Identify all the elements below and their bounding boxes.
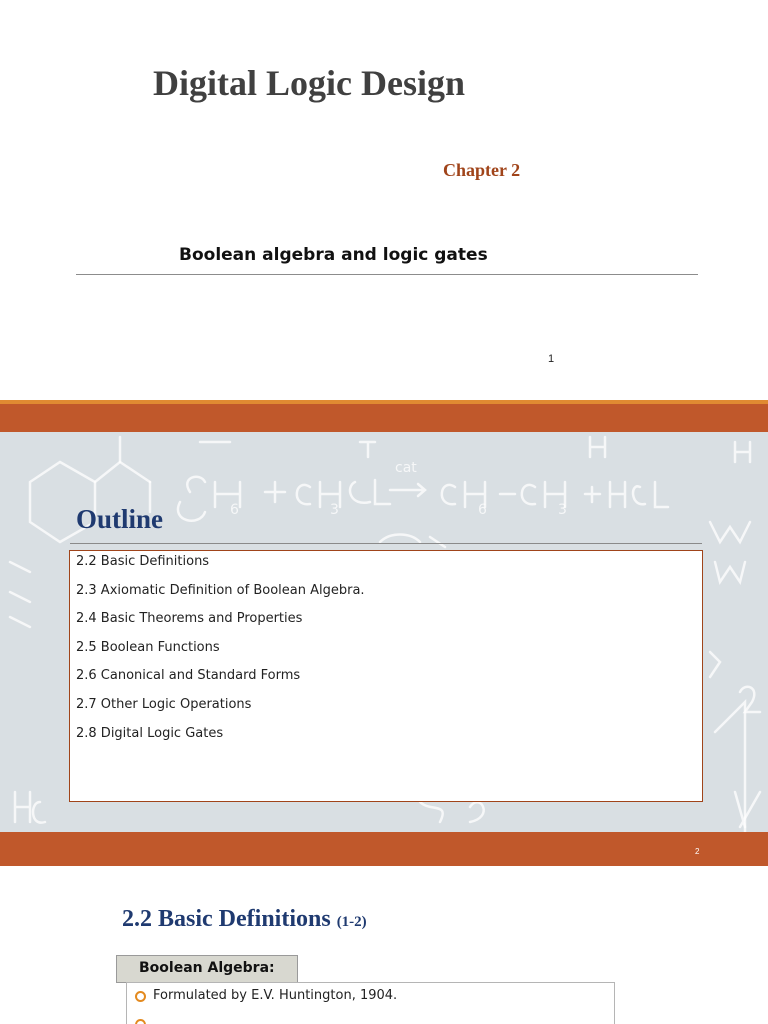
bottom-accent-bar	[0, 832, 768, 866]
page-number: 2	[695, 847, 700, 856]
slide-title: Digital Logic Design	[153, 63, 465, 103]
section-heading-suffix: (1-2)	[336, 914, 367, 930]
heading-divider	[70, 543, 702, 544]
slide-2	[0, 400, 768, 866]
definition-tab	[116, 955, 298, 983]
top-accent-bar	[0, 400, 768, 432]
svg-text:3: 3	[558, 502, 567, 518]
bullet-item: Formulated by E.V. Huntington, 1904.	[153, 988, 398, 1003]
svg-text:cat: cat	[395, 460, 417, 476]
outline-heading: Outline	[76, 504, 164, 534]
circle-bullet-icon	[135, 991, 146, 1002]
outline-item: 2.6 Canonical and Standard Forms	[76, 668, 301, 684]
svg-text:6: 6	[478, 502, 487, 518]
divider	[76, 274, 698, 275]
outline-item: 2.5 Boolean Functions	[76, 639, 220, 655]
svg-text:6: 6	[230, 502, 239, 518]
slide-subtitle: Boolean algebra and logic gates	[179, 245, 488, 265]
circle-bullet-icon	[135, 1019, 146, 1024]
outline-list	[76, 553, 365, 753]
page-number: 1	[548, 353, 555, 365]
slide-3	[0, 866, 768, 1024]
slide-1	[0, 0, 768, 400]
outline-item: 2.3 Axiomatic Definition of Boolean Algebra.	[76, 582, 365, 598]
section-heading	[122, 906, 367, 933]
outline-item: 2.2 Basic Definitions	[76, 554, 210, 569]
svg-text:3: 3	[330, 502, 339, 518]
outline-box	[69, 550, 703, 802]
outline-item: 2.4 Basic Theorems and Properties	[76, 611, 303, 627]
outline-item: 2.7 Other Logic Operations	[76, 696, 252, 712]
definition-tab-label: Boolean Algebra:	[139, 960, 275, 976]
section-heading-text: 2.2 Basic Definitions	[122, 906, 331, 932]
chapter-label: Chapter 2	[443, 160, 521, 180]
outline-item: 2.8 Digital Logic Gates	[76, 725, 224, 741]
definition-box	[126, 982, 615, 1024]
